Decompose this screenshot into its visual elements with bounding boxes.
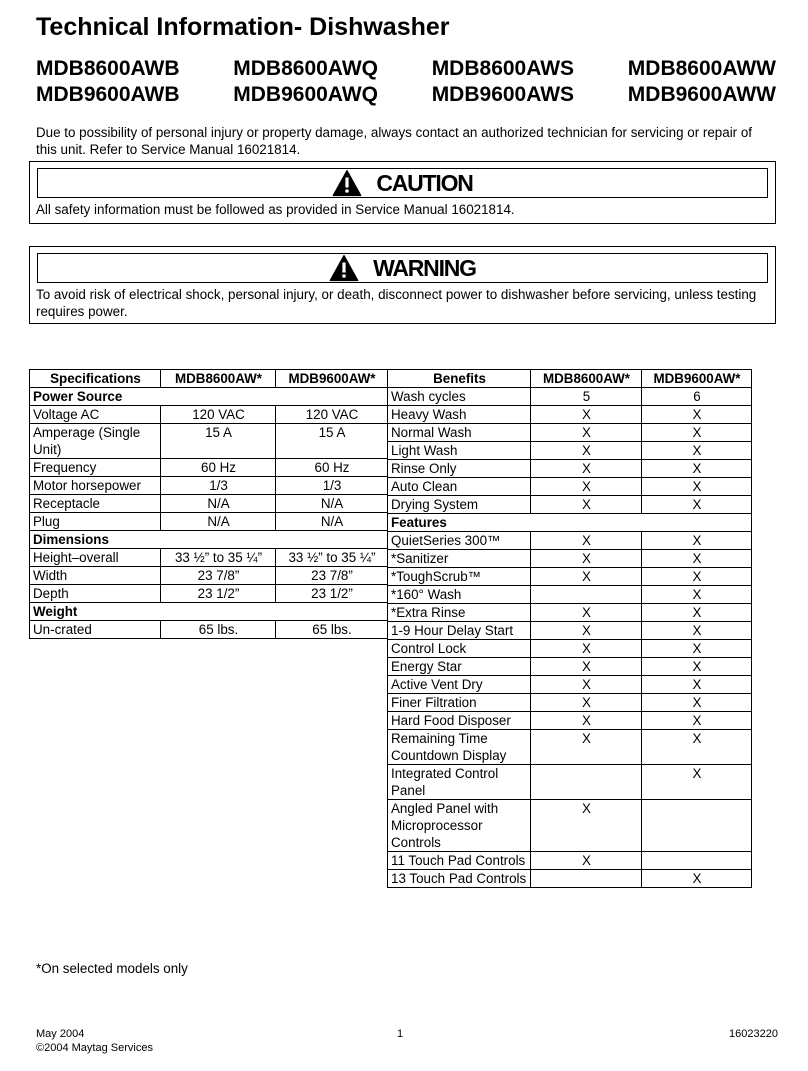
mdb9600-value: X — [642, 424, 752, 442]
row-label: 1-9 Hour Delay Start — [388, 622, 531, 640]
mdb9600-value: 15 A — [276, 424, 388, 459]
mdb8600-value: 5 — [531, 388, 642, 406]
footnote: *On selected models only — [36, 961, 188, 976]
row-label: Finer Filtration — [388, 694, 531, 712]
intro-text: Due to possibility of personal injury or property damage, always contact an authorized technician for servicing or repair of this unit. Refer to Service Manual 16021814. — [36, 125, 753, 157]
mdb8600-value: X — [531, 550, 642, 568]
mdb8600-value: X — [531, 442, 642, 460]
column-header: MDB8600AW* — [161, 370, 276, 388]
row-label: Rinse Only — [388, 460, 531, 478]
mdb8600-value: X — [531, 532, 642, 550]
table-row — [388, 586, 752, 604]
mdb9600-value: X — [642, 640, 752, 658]
table-row — [388, 496, 752, 514]
mdb9600-value: X — [642, 694, 752, 712]
table-row — [30, 477, 388, 495]
mdb8600-value: X — [531, 496, 642, 514]
mdb9600-value: X — [642, 460, 752, 478]
model-number: MDB8600AWQ — [233, 57, 378, 80]
table-row — [388, 406, 752, 424]
table-row — [30, 513, 388, 531]
table-row — [30, 459, 388, 477]
table-row — [388, 730, 752, 765]
mdb8600-value: X — [531, 640, 642, 658]
row-label: Plug — [30, 513, 161, 531]
row-label: Heavy Wash — [388, 406, 531, 424]
mdb9600-value: 120 VAC — [276, 406, 388, 424]
mdb9600-value: N/A — [276, 495, 388, 513]
model-number: MDB8600AWS — [431, 57, 575, 80]
table-row — [388, 424, 752, 442]
row-label: Voltage AC — [30, 406, 161, 424]
row-label: Un-crated — [30, 621, 161, 639]
mdb9600-value: X — [642, 870, 752, 888]
caution-word: CAUTION — [376, 169, 473, 196]
table-row — [388, 870, 752, 888]
table-row — [30, 406, 388, 424]
row-label: *160° Wash — [388, 586, 531, 604]
row-label: Motor horsepower — [30, 477, 161, 495]
mdb9600-value: X — [642, 532, 752, 550]
mdb9600-value: 60 Hz — [276, 459, 388, 477]
row-label: *Extra Rinse — [388, 604, 531, 622]
section-row — [30, 603, 388, 621]
section-row — [30, 531, 388, 549]
row-label: Hard Food Disposer — [388, 712, 531, 730]
row-label: Energy Star — [388, 658, 531, 676]
table-row — [30, 567, 388, 585]
document-number: 16023220 — [729, 1028, 778, 1040]
mdb8600-value: 23 1/2” — [161, 585, 276, 603]
row-label: QuietSeries 300™ — [388, 532, 531, 550]
row-label: Amperage (Single Unit) — [30, 424, 161, 459]
table-row — [388, 388, 752, 406]
table-row — [388, 800, 752, 852]
mdb8600-value: X — [531, 852, 642, 870]
section-label: Features — [388, 514, 752, 532]
column-header: MDB9600AW* — [642, 370, 752, 388]
row-label: Frequency — [30, 459, 161, 477]
mdb8600-value: 65 lbs. — [161, 621, 276, 639]
model-row — [36, 56, 776, 82]
mdb9600-value: X — [642, 658, 752, 676]
section-label: Weight — [30, 603, 388, 621]
model-number: MDB9600AWW — [627, 83, 776, 106]
mdb9600-value: X — [642, 496, 752, 514]
warning-word: WARNING — [373, 254, 476, 281]
mdb8600-value: X — [531, 478, 642, 496]
table-row — [388, 460, 752, 478]
warning-triangle-icon — [329, 254, 359, 282]
table-row — [388, 765, 752, 800]
row-label: Wash cycles — [388, 388, 531, 406]
caution-header — [37, 168, 768, 198]
mdb9600-value: X — [642, 765, 752, 800]
mdb9600-value: 65 lbs. — [276, 621, 388, 639]
row-label: Integrated Control Panel — [388, 765, 531, 800]
mdb8600-value: 120 VAC — [161, 406, 276, 424]
model-row — [36, 82, 776, 108]
column-header: MDB9600AW* — [276, 370, 388, 388]
mdb8600-value: 60 Hz — [161, 459, 276, 477]
column-header: Specifications — [30, 370, 161, 388]
page-title: Technical Information- Dishwasher — [36, 13, 450, 41]
mdb9600-value: 6 — [642, 388, 752, 406]
page-number: 1 — [397, 1028, 404, 1040]
mdb9600-value: X — [642, 622, 752, 640]
model-number: MDB9600AWS — [431, 83, 575, 106]
mdb9600-value: X — [642, 712, 752, 730]
table-row — [388, 622, 752, 640]
mdb8600-value: 33 ½” to 35 ¼” — [161, 549, 276, 567]
footer-left — [36, 1027, 153, 1055]
mdb8600-value — [531, 586, 642, 604]
section-row — [388, 514, 752, 532]
model-number: MDB9600AWB — [36, 83, 180, 106]
footer-copyright: ©2004 Maytag Services — [36, 1042, 153, 1054]
mdb9600-value: X — [642, 442, 752, 460]
mdb9600-value: X — [642, 550, 752, 568]
warning-header — [37, 253, 768, 283]
row-label: Active Vent Dry — [388, 676, 531, 694]
mdb8600-value: X — [531, 460, 642, 478]
section-row — [30, 388, 388, 406]
mdb9600-value: 23 7/8” — [276, 567, 388, 585]
caution-box — [29, 161, 776, 224]
mdb9600-value: X — [642, 730, 752, 765]
mdb9600-value: 23 1/2” — [276, 585, 388, 603]
warning-box — [29, 246, 776, 324]
column-header: Benefits — [388, 370, 531, 388]
mdb8600-value: 23 7/8” — [161, 567, 276, 585]
warning-triangle-icon — [332, 169, 362, 197]
model-number: MDB8600AWB — [36, 57, 180, 80]
row-label: 11 Touch Pad Controls — [388, 852, 531, 870]
mdb9600-value: 1/3 — [276, 477, 388, 495]
table-row — [388, 658, 752, 676]
table-row — [30, 549, 388, 567]
caution-text: All safety information must be followed as provided in Service Manual 16021814. — [36, 202, 515, 217]
mdb9600-value: X — [642, 604, 752, 622]
mdb8600-value: 1/3 — [161, 477, 276, 495]
mdb8600-value: X — [531, 568, 642, 586]
table-row — [388, 478, 752, 496]
row-label: *ToughScrub™ — [388, 568, 531, 586]
mdb9600-value — [642, 800, 752, 852]
mdb9600-value: X — [642, 406, 752, 424]
row-label: Height–overall — [30, 549, 161, 567]
mdb9600-value: X — [642, 478, 752, 496]
mdb8600-value — [531, 765, 642, 800]
mdb8600-value: 15 A — [161, 424, 276, 459]
mdb9600-value: N/A — [276, 513, 388, 531]
mdb9600-value: X — [642, 586, 752, 604]
benefits-table — [387, 369, 752, 888]
specifications-table — [29, 369, 388, 639]
model-number: MDB8600AWW — [627, 57, 776, 80]
mdb8600-value: N/A — [161, 495, 276, 513]
table-row — [388, 550, 752, 568]
table-row — [30, 585, 388, 603]
row-label: Control Lock — [388, 640, 531, 658]
section-label: Dimensions — [30, 531, 388, 549]
table-row — [30, 495, 388, 513]
column-header: MDB8600AW* — [531, 370, 642, 388]
warning-text: To avoid risk of electrical shock, personal injury, or death, disconnect power to dishwasher before servicing, unless testing requires power. — [36, 287, 757, 319]
mdb9600-value: 33 ½” to 35 ¼” — [276, 549, 388, 567]
model-number: MDB9600AWQ — [233, 83, 378, 106]
table-row — [30, 621, 388, 639]
table-row — [30, 424, 388, 459]
mdb9600-value: X — [642, 568, 752, 586]
table-row — [388, 532, 752, 550]
row-label: Receptacle — [30, 495, 161, 513]
mdb9600-value — [642, 852, 752, 870]
mdb8600-value — [531, 870, 642, 888]
mdb8600-value: X — [531, 712, 642, 730]
row-label: Remaining Time Countdown Display — [388, 730, 531, 765]
row-label: Depth — [30, 585, 161, 603]
section-label: Power Source — [30, 388, 388, 406]
mdb8600-value: X — [531, 694, 642, 712]
row-label: *Sanitizer — [388, 550, 531, 568]
table-row — [388, 712, 752, 730]
mdb8600-value: X — [531, 622, 642, 640]
table-header-row — [388, 370, 752, 388]
mdb8600-value: X — [531, 424, 642, 442]
mdb8600-value: X — [531, 730, 642, 765]
table-row — [388, 852, 752, 870]
table-row — [388, 694, 752, 712]
table-row — [388, 604, 752, 622]
table-row — [388, 640, 752, 658]
mdb8600-value: X — [531, 800, 642, 852]
mdb8600-value: X — [531, 604, 642, 622]
mdb8600-value: X — [531, 658, 642, 676]
row-label: Normal Wash — [388, 424, 531, 442]
table-row — [388, 568, 752, 586]
mdb8600-value: N/A — [161, 513, 276, 531]
table-row — [388, 676, 752, 694]
mdb9600-value: X — [642, 676, 752, 694]
row-label: Light Wash — [388, 442, 531, 460]
table-row — [388, 442, 752, 460]
row-label: Auto Clean — [388, 478, 531, 496]
table-header-row — [30, 370, 388, 388]
footer-date: May 2004 — [36, 1028, 85, 1040]
mdb8600-value: X — [531, 676, 642, 694]
model-list — [36, 56, 776, 108]
row-label: Drying System — [388, 496, 531, 514]
row-label: 13 Touch Pad Controls — [388, 870, 531, 888]
row-label: Width — [30, 567, 161, 585]
row-label: Angled Panel with Microprocessor Controls — [388, 800, 531, 852]
mdb8600-value: X — [531, 406, 642, 424]
